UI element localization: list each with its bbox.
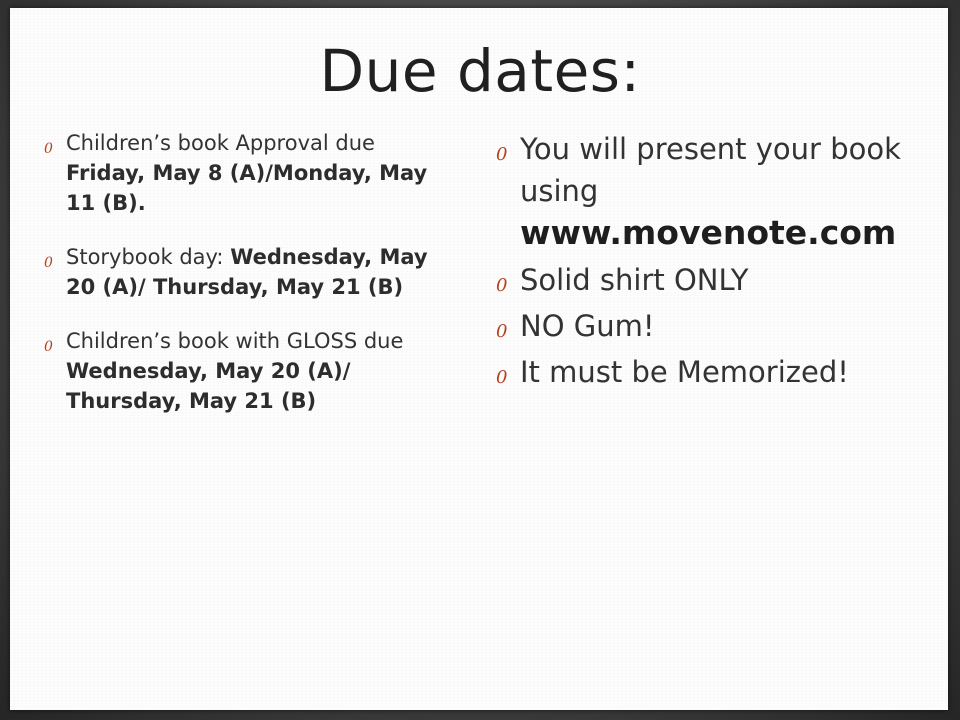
bullet-marker: 0 <box>44 339 53 355</box>
movenote-link[interactable]: www.movenote.com <box>520 213 897 252</box>
item-text: Solid shirt ONLY <box>520 263 749 297</box>
item-text: It must be Memorized! <box>520 355 849 389</box>
item-date: Friday, May 8 (A)/Monday, May 11 (B). <box>66 161 428 215</box>
bullet-marker: 0 <box>44 255 53 271</box>
right-column <box>494 128 934 397</box>
slide-title: Due dates: <box>319 37 641 105</box>
list-item-present <box>494 128 934 255</box>
item-text: NO Gum! <box>520 309 655 343</box>
bullet-marker: 0 <box>44 141 53 157</box>
left-column <box>44 128 460 440</box>
list-item-gloss <box>44 326 460 416</box>
list-item-gum <box>494 305 934 347</box>
item-date: Wednesday, May 20 (A)/ Thursday, May 21 (B) <box>66 245 428 299</box>
bullet-marker: 0 <box>496 275 508 296</box>
item-text: Children’s book Approval due <box>66 131 375 155</box>
list-item-storybook-day <box>44 242 460 302</box>
bullet-marker: 0 <box>496 367 508 388</box>
item-date: Wednesday, May 20 (A)/ Thursday, May 21 (B) <box>66 359 351 413</box>
item-text: Children’s book with GLOSS due <box>66 329 404 353</box>
item-text: You will present your book using <box>520 132 901 208</box>
list-item-shirt <box>494 259 934 301</box>
bullet-marker: 0 <box>496 144 508 165</box>
list-item-memorized <box>494 351 934 393</box>
list-item-approval <box>44 128 460 218</box>
item-text: Storybook day: <box>66 245 231 269</box>
bullet-marker: 0 <box>496 321 508 342</box>
